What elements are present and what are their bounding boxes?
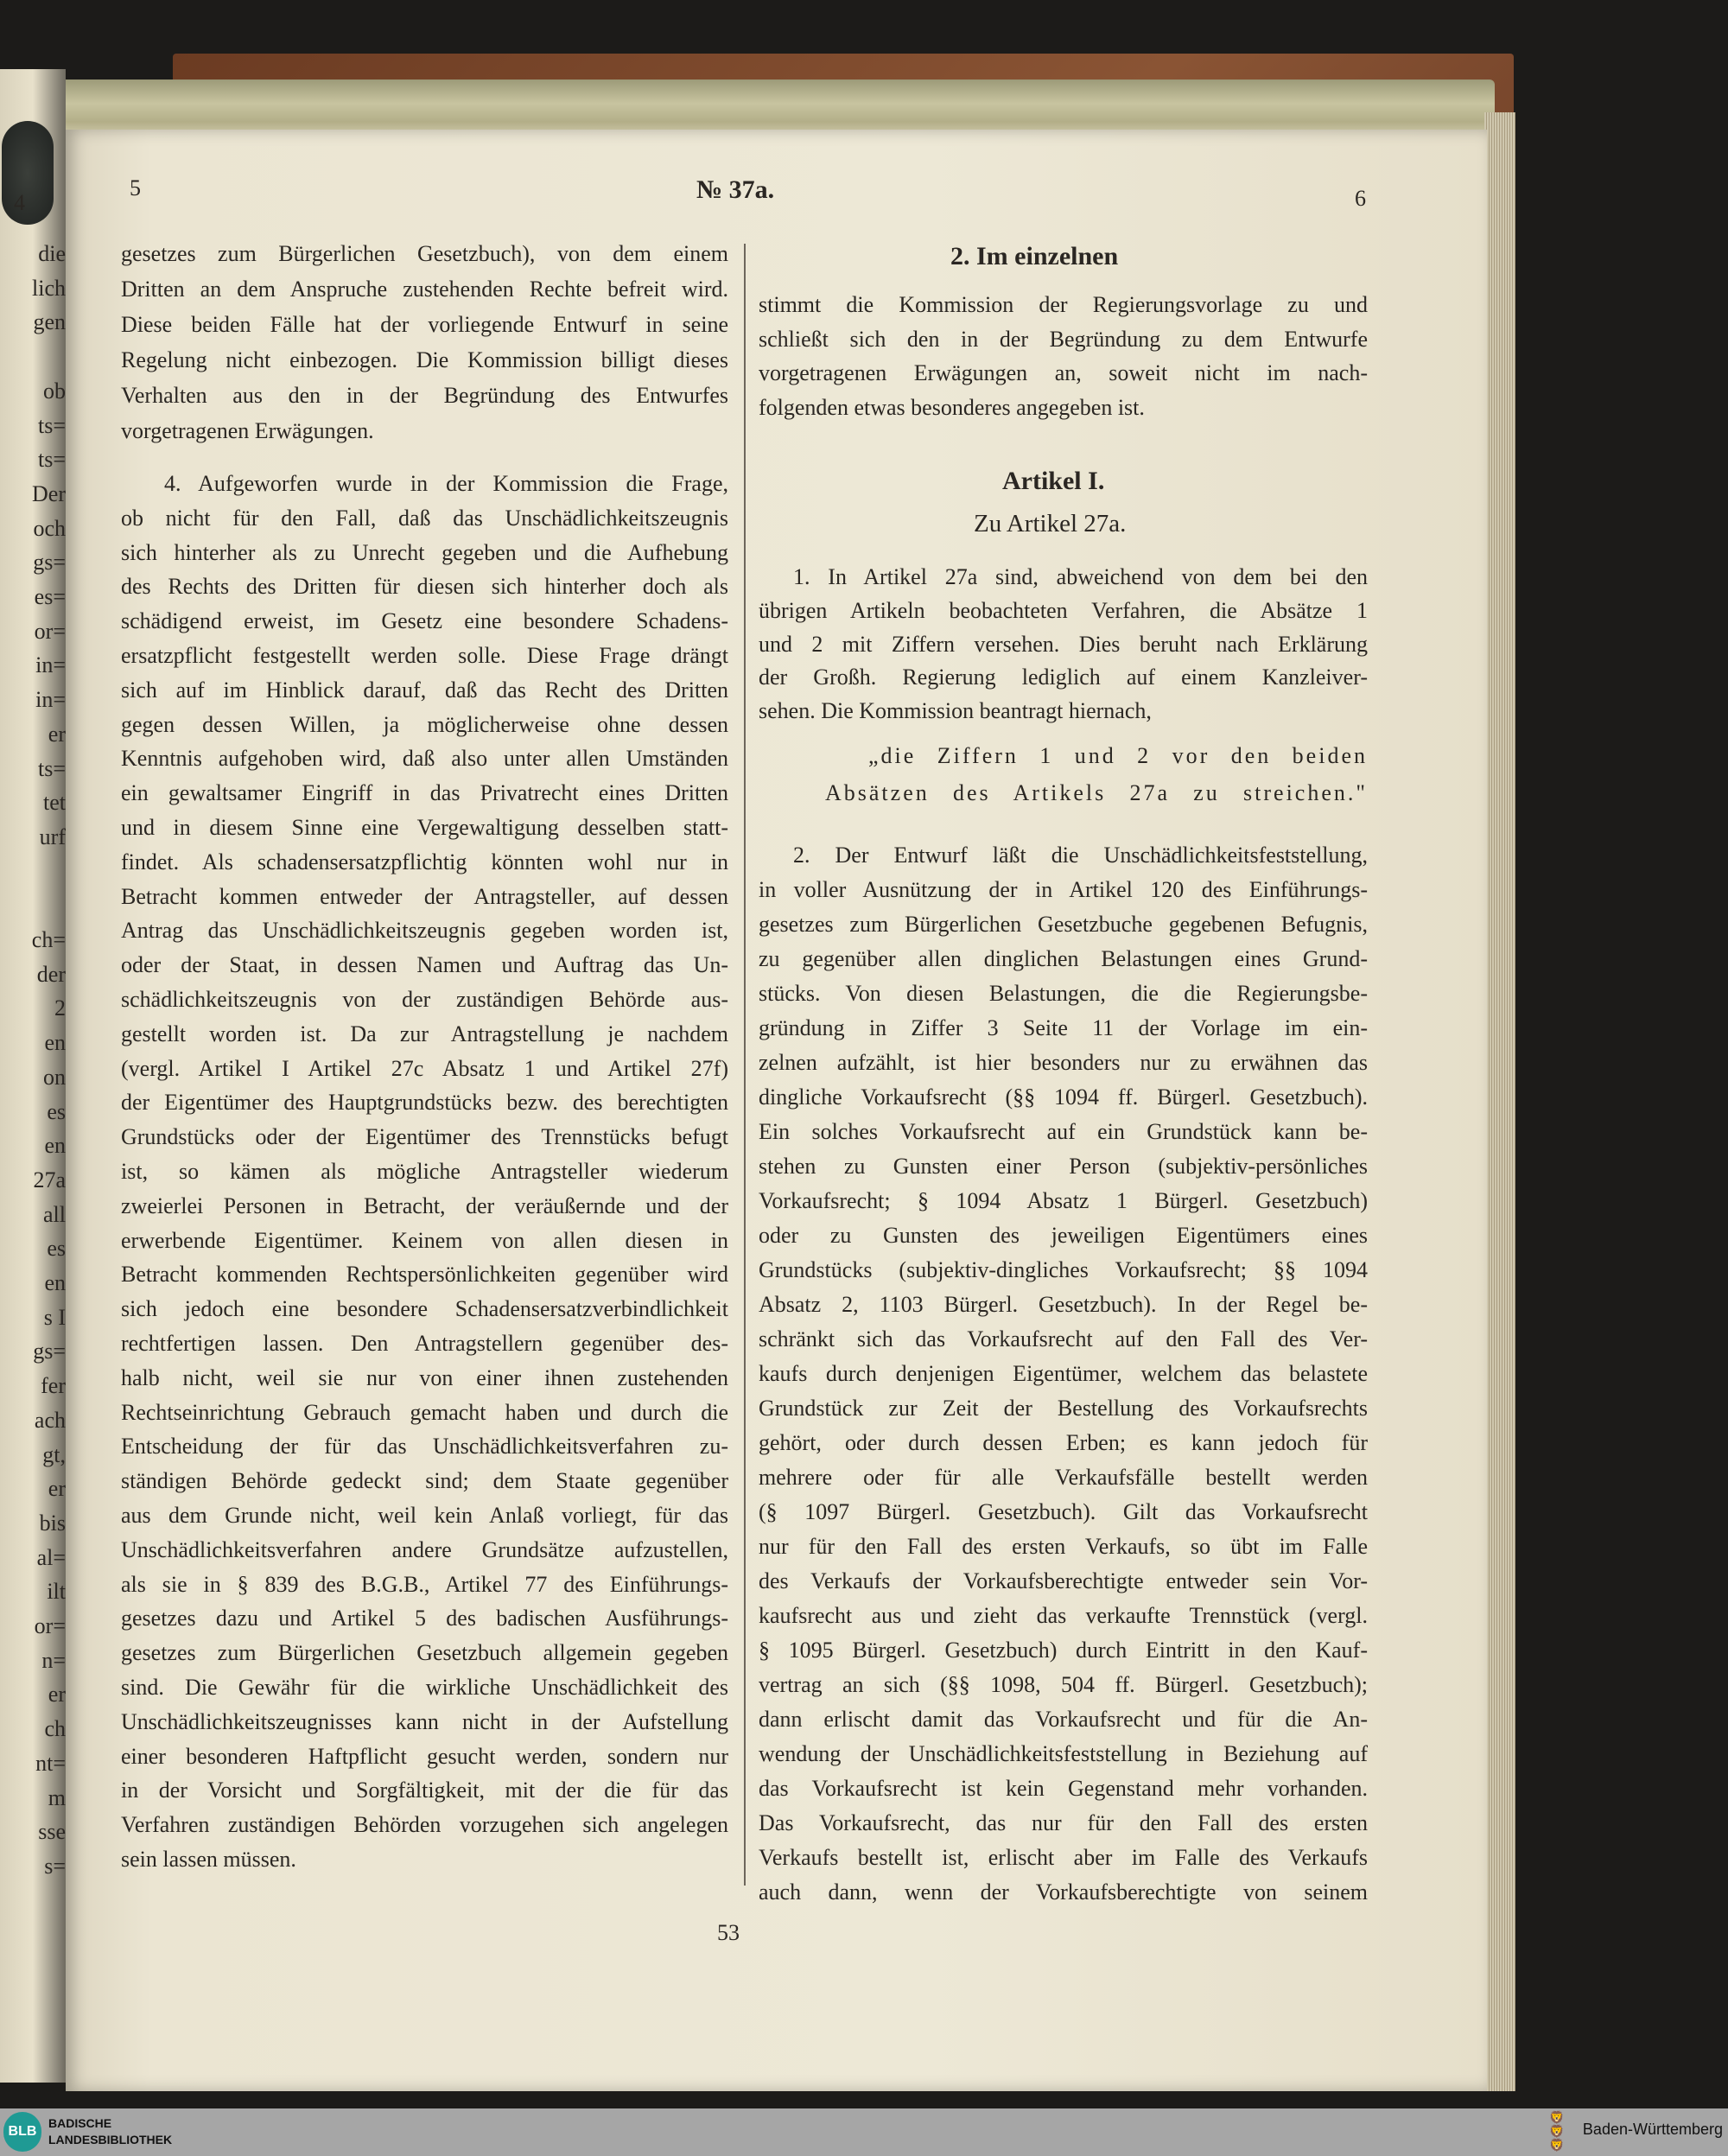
left-page (0, 69, 66, 2083)
text-line: Betracht kommenden Rechtspersönlichkeiten gegenüber wird (121, 1262, 728, 1288)
text-line: das Vorkaufsrecht ist kein Gegenstand mehr vorhanden. (759, 1776, 1368, 1801)
text-line: Verfahren zuständigen Behörden vorzugehen sich angelegen (121, 1812, 728, 1838)
text-line: Rechtseinrichtung Gebrauch gemacht haben und durch die (121, 1399, 728, 1425)
text-line: Grundstücks (subjektiv-dingliches Vorkaufsrecht; §§ 1094 (759, 1257, 1368, 1282)
book-clip (2, 121, 54, 225)
text-line: ständigen Behörde gedeckt sind; dem Staate gegenüber (121, 1468, 728, 1494)
text-line: Das Vorkaufsrecht, das nur für den Fall des ersten (759, 1810, 1368, 1835)
left-page-fragment: or= (34, 618, 66, 644)
text-line: in der Vorsicht und Sorgfältigkeit, mit der die für das (121, 1778, 728, 1803)
text-line: des Rechts des Dritten für diesen sich hinterher doch als (121, 574, 728, 600)
left-page-fragment: es (47, 1098, 66, 1124)
text-line: des Verkaufs der Vorkaufsberechtigte entweder sein Vor- (759, 1568, 1368, 1593)
left-page-fragment: m (48, 1784, 66, 1810)
left-page-fragment: gs= (33, 1339, 66, 1364)
text-line: zelnen aufzählt, ist hier besonders nur zu erwähnen das (759, 1050, 1368, 1075)
left-page-fragment: er (48, 1476, 66, 1502)
text-line: Absatz 2, 1103 Bürgerl. Gesetzbuch). In der Regel be- (759, 1292, 1368, 1317)
left-page-fragment: ch (44, 1716, 66, 1742)
blb-logo: BLB (3, 2112, 41, 2152)
text-line: Diese beiden Fälle hat der vorliegende Entwurf in seine (121, 312, 728, 337)
text-line: 1. In Artikel 27a sind, abweichend von dem bei den (793, 564, 1368, 589)
text-line: stehen zu Gunsten einer Person (subjektiv-persönliches (759, 1154, 1368, 1179)
left-page-fragment: all (43, 1201, 66, 1227)
left-page-fragment: die (38, 241, 66, 266)
text-line: gesetzes dazu und Artikel 5 des badischen Ausführungs- (121, 1606, 728, 1631)
left-page-fragment: och (33, 515, 66, 541)
column-divider (744, 244, 746, 1886)
text-line: und 2 mit Ziffern versehen. Dies beruht nach Erklärung (759, 631, 1368, 657)
left-page-fragment: ts= (37, 755, 66, 781)
state-coat-of-arms-icon: 🦁 🦁 🦁 (1549, 2112, 1565, 2153)
text-line: oder zu Gunsten des jeweiligen Eigentümers eines (759, 1223, 1368, 1248)
library-name-line2: LANDESBIBLIOTHEK (48, 2133, 173, 2146)
text-line: „die Ziffern 1 und 2 vor den beiden (868, 743, 1368, 768)
left-page-fragment: ts= (37, 447, 66, 473)
text-line: sich jedoch eine besondere Schadensersatzverbindlichkeit (121, 1296, 728, 1322)
text-line: (vergl. Artikel I Artikel 27c Absatz 1 und Artikel 27f) (121, 1055, 728, 1081)
text-line: ob nicht für den Fall, daß das Unschädlichkeitszeugnis (121, 505, 728, 531)
footer-bar (0, 2108, 1728, 2156)
left-page-fragment: es= (34, 584, 66, 609)
text-line: rechtfertigen lassen. Den Antragstellern gegenüber des- (121, 1331, 728, 1356)
text-line: in voller Ausnützung der in Artikel 120 des Einführungs- (759, 877, 1368, 902)
state-name: Baden-Württemberg (1582, 2121, 1723, 2138)
text-line: vertrag an sich (§§ 1098, 504 ff. Bürgerl. Gesetzbuch); (759, 1672, 1368, 1697)
text-line: auch dann, wenn der Vorkaufsberechtigte von seinem (759, 1879, 1368, 1905)
left-page-fragment: ts= (37, 412, 66, 438)
left-page-fragment: in= (35, 687, 66, 713)
text-line: ist, so kämen als mögliche Antragsteller wiederum (121, 1159, 728, 1184)
left-page-fragment: tet (43, 790, 66, 816)
page-number: 53 (717, 1920, 740, 1945)
text-line: Regelung nicht einbezogen. Die Kommission billigt dieses (121, 347, 728, 372)
left-page-fragment: es (47, 1236, 66, 1262)
left-page-fragment: en (44, 1270, 66, 1295)
left-page-fragment: s= (44, 1853, 66, 1879)
left-page-fragment: sse (38, 1819, 66, 1845)
text-line: dann erlischt damit das Vorkaufsrecht und für die An- (759, 1707, 1368, 1732)
left-page-fragment: Der (32, 480, 66, 506)
section-heading: 2. Im einzelnen (950, 242, 1119, 270)
text-line: Absätzen des Artikels 27a zu streichen." (825, 780, 1368, 805)
text-line: Kenntnis aufgehoben wird, daß also unter allen Umständen (121, 746, 728, 772)
column-number-right: 6 (1355, 186, 1366, 211)
text-line: 2. Der Entwurf läßt die Unschädlichkeitsfeststellung, (793, 843, 1368, 868)
text-line: sind. Die Gewähr für die wirkliche Unschädlichkeit des (121, 1675, 728, 1700)
text-line: gegen dessen Willen, ja möglicherweise ohne dessen (121, 711, 728, 737)
left-page-fragment: lich (32, 275, 66, 301)
text-line: Unschädlichkeitsverfahren andere Grundsätze aufzustellen, (121, 1536, 728, 1562)
text-line: als sie in § 839 des B.G.B., Artikel 77 des Einführungs- (121, 1571, 728, 1597)
left-page-fragment: 2 (54, 995, 66, 1021)
column-number-left: 5 (130, 175, 141, 200)
text-line: gestellt worden ist. Da zur Antragstellung je nachdem (121, 1021, 728, 1046)
text-line: nur für den Fall des ersten Verkaufs, so übt im Falle (759, 1534, 1368, 1559)
text-line: Vorkaufsrecht; § 1094 Absatz 1 Bürgerl. Gesetzbuch) (759, 1188, 1368, 1213)
text-line: § 1095 Bürgerl. Gesetzbuch) durch Eintritt in den Kauf- (759, 1638, 1368, 1663)
text-line: ersatzpflicht festgestellt werden solle. Diese Frage drängt (121, 643, 728, 668)
text-line: folgenden etwas besonderes angegeben ist. (759, 395, 1145, 421)
left-page-fragment: gs= (33, 550, 66, 576)
sub-heading: Zu Artikel 27a. (974, 510, 1127, 537)
text-line: Entscheidung der für das Unschädlichkeitsverfahren zu- (121, 1434, 728, 1460)
left-page-fragment: ob (43, 378, 66, 404)
text-line: sein lassen müssen. (121, 1847, 296, 1872)
left-page-fragment: er (48, 721, 66, 747)
text-line: (§ 1097 Bürgerl. Gesetzbuch). Gilt das Vorkaufsrecht (759, 1499, 1368, 1524)
text-line: oder der Staat, in dessen Namen und Auftrag das Un- (121, 952, 728, 978)
text-line: Unschädlichkeitszeugnisses kann nicht in der Aufstellung (121, 1708, 728, 1734)
left-page-fragment: nt= (35, 1750, 66, 1776)
text-line: aus dem Grunde nicht, weil kein Anlaß vorliegt, für das (121, 1503, 728, 1528)
left-page-fragment: en (44, 1030, 66, 1056)
left-page-fragment: er (48, 1682, 66, 1708)
text-line: wendung der Unschädlichkeitsfeststellung in Beziehung auf (759, 1741, 1368, 1766)
text-line: und in diesem Sinne eine Vergewaltigung desselben statt- (121, 815, 728, 840)
text-line: Ein solches Vorkaufsrecht auf ein Grundstück kann be- (759, 1119, 1368, 1144)
text-line: gesetzes zum Bürgerlichen Gesetzbuch allgemein gegeben (121, 1640, 728, 1666)
text-line: gehört, oder durch dessen Erben; es kann jedoch für (759, 1430, 1368, 1455)
text-line: der Großh. Regierung lediglich auf einem Kanzleiver- (759, 665, 1368, 690)
text-line: kaufs durch denjenigen Eigentümer, welchem das belastete (759, 1361, 1368, 1386)
left-page-fragment: al= (36, 1544, 66, 1570)
text-line: einer besonderen Haftpflicht gesucht werden, sondern nur (121, 1743, 728, 1769)
left-page-number: 4 (14, 190, 25, 215)
text-line: Dritten an dem Anspruche zustehenden Rechte befreit wird. (121, 277, 728, 302)
text-line: kaufsrecht aus und zieht das verkaufte Trennstück (vergl. (759, 1603, 1368, 1628)
text-line: dingliche Vorkaufsrecht (§§ 1094 ff. Bürgerl. Gesetzbuch). (759, 1084, 1368, 1110)
page-edges-right (1484, 112, 1515, 2091)
left-page-fragment: urf (39, 824, 66, 849)
text-line: findet. Als schadensersatzpflichtig könnten wohl nur in (121, 849, 728, 874)
text-line: ein gewaltsamer Eingriff in das Privatrecht eines Dritten (121, 780, 728, 806)
text-line: Betracht kommen entweder der Antragsteller, auf dessen (121, 883, 728, 909)
left-page-fragment: bis (39, 1510, 66, 1536)
left-page-fragment: en (44, 1133, 66, 1159)
article-heading: Artikel I. (1002, 467, 1105, 495)
left-page-fragment: s I (43, 1304, 66, 1330)
text-line: gründung in Ziffer 3 Seite 11 der Vorlage im ein- (759, 1015, 1368, 1040)
text-line: sich auf im Hinblick darauf, daß das Recht des Dritten (121, 677, 728, 703)
text-line: schränkt sich das Vorkaufsrecht auf den Fall des Ver- (759, 1326, 1368, 1351)
text-line: sich hinterher als zu Unrecht gegeben und die Aufhebung (121, 539, 728, 565)
document-number: № 37a. (696, 175, 775, 204)
left-page-fragment: in= (35, 652, 66, 678)
text-line: Grundstücks oder der Eigentümer des Trennstücks befugt (121, 1124, 728, 1150)
text-line: 4. Aufgeworfen wurde in der Kommission die Frage, (164, 471, 728, 496)
left-page-fragment: ch= (31, 927, 66, 952)
library-name (48, 2115, 172, 2148)
text-line: halb nicht, weil sie nur von einer ihnen zustehenden (121, 1364, 728, 1390)
left-page-fragment: ilt (47, 1579, 66, 1605)
text-line: Grundstück zur Zeit der Bestellung des Vorkaufsrechts (759, 1396, 1368, 1421)
text-line: schließt sich den in der Begründung zu dem Entwurfe (759, 326, 1368, 352)
library-name-line1: BADISCHE (48, 2116, 112, 2130)
text-line: schädlichkeitszeugnis von der zuständigen Behörde aus- (121, 987, 728, 1012)
text-line: mehrere oder für alle Verkaufsfälle bestellt werden (759, 1465, 1368, 1490)
left-page-fragment: n= (41, 1647, 66, 1673)
text-line: erwerbende Eigentümer. Keinem von allen diesen in (121, 1227, 728, 1253)
left-page-fragment: gt, (42, 1441, 66, 1467)
left-page-fragment: or= (34, 1613, 66, 1638)
text-line: der Eigentümer des Hauptgrundstücks bezw. des berechtigten (121, 1090, 728, 1116)
left-page-fragment: gen (33, 309, 66, 335)
text-line: gesetzes zum Bürgerlichen Gesetzbuche gegebenen Befugnis, (759, 912, 1368, 937)
text-line: stücks. Von diesen Belastungen, die die Regierungsbe- (759, 981, 1368, 1006)
left-page-fragment: ach (34, 1407, 66, 1433)
text-line: Verhalten aus den in der Begründung des Entwurfes (121, 383, 728, 408)
text-line: vorgetragenen Erwägungen. (121, 418, 374, 443)
left-page-fragment: on (43, 1064, 66, 1090)
left-page-fragment: fer (41, 1373, 66, 1399)
text-line: vorgetragenen Erwägungen an, soweit nicht im nach- (759, 360, 1368, 386)
left-page-fragment: der (36, 961, 66, 987)
text-line: Antrag das Unschädlichkeitszeugnis gegeben worden ist, (121, 918, 728, 944)
text-line: schädigend erweist, im Gesetz eine besondere Schadens- (121, 608, 728, 634)
text-line: Verkaufs bestellt ist, erlischt aber im Falle des Verkaufs (759, 1845, 1368, 1870)
text-line: übrigen Artikeln beobachteten Verfahren, die Absätze 1 (759, 597, 1368, 623)
text-line: stimmt die Kommission der Regierungsvorlage zu und (759, 292, 1368, 317)
text-line: zweierlei Personen in Betracht, der veräußernde und der (121, 1192, 728, 1218)
text-line: sehen. Die Kommission beantragt hiernach, (759, 698, 1152, 724)
text-line: zu gegenüber allen dinglichen Belastungen eines Grund- (759, 946, 1368, 971)
left-page-fragment: 27a (33, 1167, 66, 1192)
text-line: gesetzes zum Bürgerlichen Gesetzbuch), von dem einem (121, 241, 728, 266)
